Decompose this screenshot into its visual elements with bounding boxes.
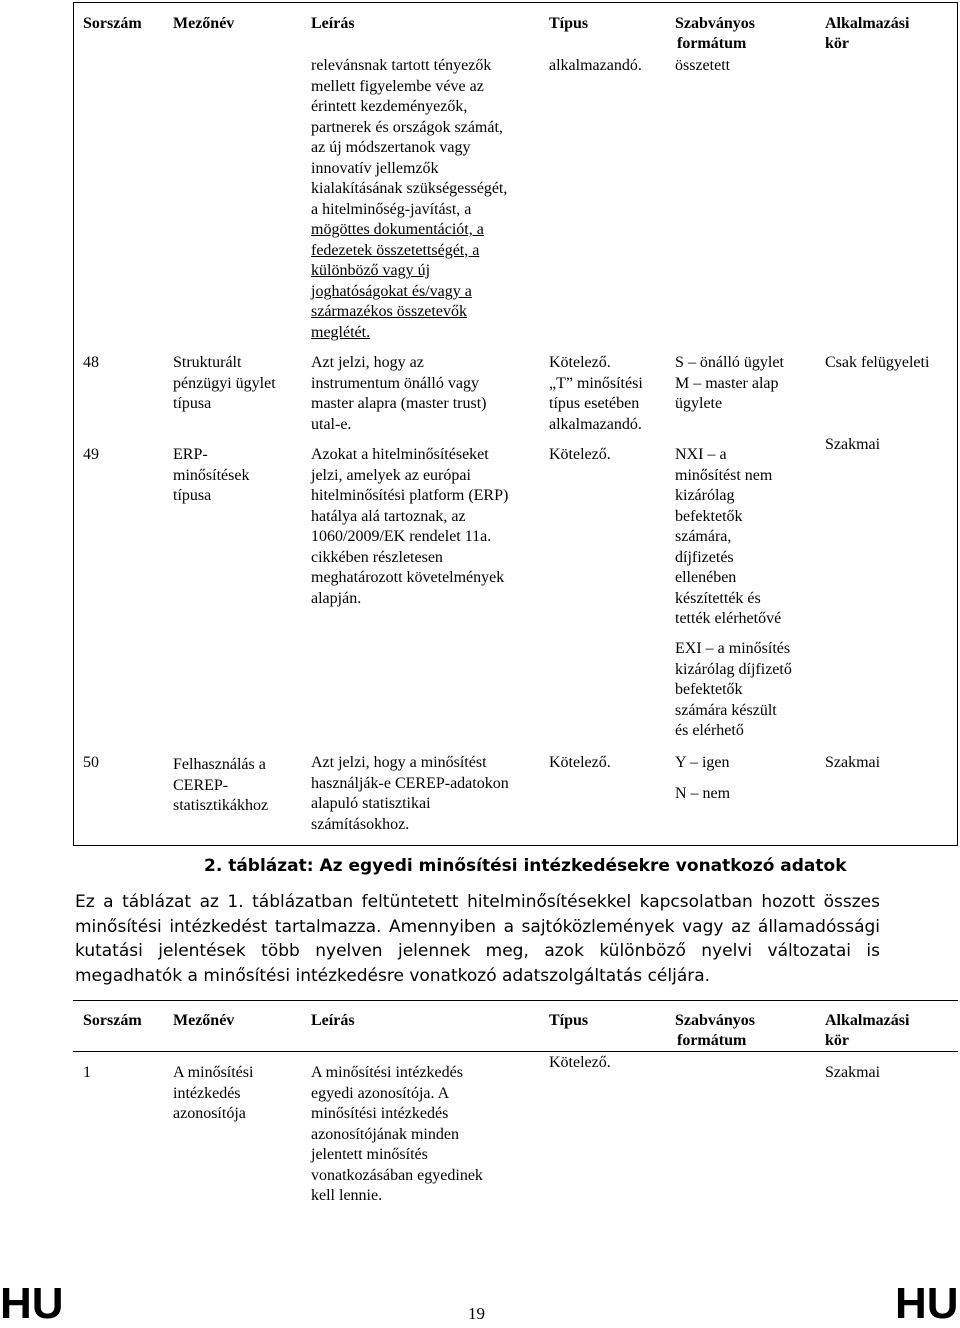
header-formatum: formátum: [677, 1032, 747, 1049]
field-line: pénzügyi ügylet: [173, 374, 276, 392]
field-format: [675, 445, 781, 630]
field-format-alt: [675, 639, 792, 742]
header-kor: kör: [825, 1032, 849, 1049]
desc-line: kialakításának szükségességét,: [311, 180, 508, 197]
header-sorszam: Sorszám: [83, 15, 142, 32]
format-line: kizárólag: [675, 487, 735, 504]
table-1-bottom-border: [73, 845, 958, 846]
type-line: alkalmazandó.: [549, 415, 642, 433]
type-line: „T” minősítési: [549, 374, 643, 392]
table-2-top-border: [73, 1000, 958, 1001]
header-tipus: Típus: [549, 1012, 589, 1029]
desc-line: az új módszertanok vagy: [311, 139, 471, 156]
header-tipus: Típus: [549, 15, 589, 32]
format-line: ügylete: [675, 395, 723, 412]
desc-line: hatálya alá tartoznak, az: [311, 507, 466, 525]
table-1-right-border: [957, 2, 958, 846]
desc-line: mögöttes dokumentációt, a: [311, 221, 484, 238]
format-line: számára,: [675, 528, 732, 545]
format-line: EXI – a minősítés: [675, 640, 791, 657]
desc-line: a hitelminőség-javítást, a: [311, 200, 472, 218]
desc-line: alapuló statisztikai: [311, 795, 431, 812]
format-line: számára készült: [675, 701, 777, 719]
table-1-left-border: [73, 2, 74, 846]
desc-line: azonosítójának minden: [311, 1125, 459, 1143]
format-line: ellenében: [675, 569, 737, 586]
format-line: minősítést nem: [675, 466, 773, 484]
desc-line: fedezetek összetettségét, a: [311, 241, 480, 259]
header-sorszam: Sorszám: [83, 1012, 142, 1029]
desc-line: 1060/2009/EK rendelet 11a.: [311, 528, 492, 545]
header-szabvanyos: Szabványos: [675, 15, 756, 32]
desc-line: utal-e.: [311, 415, 352, 433]
desc-line: alapján.: [311, 589, 362, 607]
field-line: ERP-: [173, 446, 208, 463]
field-description: [311, 353, 486, 435]
desc-line: egyedi azonosítója. A: [311, 1084, 450, 1102]
footer-language-left: HU: [0, 1279, 64, 1328]
type-line: típus esetében: [549, 395, 640, 412]
table-2-caption: 2. táblázat: Az egyedi minősítési intézkedésekre vonatkozó adatok: [204, 856, 847, 876]
cont-description: [311, 56, 507, 343]
footer-language-right: HU: [895, 1279, 959, 1328]
field-scope: Szakmai: [825, 754, 881, 771]
field-type: Kötelező.: [549, 754, 611, 771]
format-line: díjfizetés: [675, 548, 734, 566]
header-alkalmazasi: Alkalmazási: [825, 1012, 910, 1029]
field-name: [173, 1063, 253, 1125]
field-type: [549, 353, 643, 435]
desc-line: meghatározott követelmények: [311, 569, 505, 586]
field-line: Strukturált: [173, 354, 242, 371]
header-leiras: Leírás: [311, 15, 355, 32]
format-line: befektetők: [675, 681, 743, 698]
field-format-yes: Y – igen: [675, 754, 730, 771]
desc-line: meglétét.: [311, 323, 371, 341]
desc-line: joghatóságokat és/vagy a: [311, 282, 472, 300]
desc-line: A minősítési intézkedés: [311, 1064, 463, 1081]
desc-line: hitelminősítési platform (ERP): [311, 487, 509, 504]
format-line: kizárólag díjfizető: [675, 660, 792, 678]
cont-format: összetett: [675, 57, 731, 74]
format-line: NXI – a: [675, 446, 727, 463]
row-number: 1: [83, 1064, 91, 1081]
field-description: [311, 445, 508, 609]
field-line: típusa: [173, 487, 212, 504]
format-line: tették elérhetővé: [675, 610, 782, 627]
header-formatum: formátum: [677, 35, 747, 52]
desc-line: jelzi, amelyek az európai: [311, 466, 471, 484]
desc-line: érintett kezdeményezők,: [311, 98, 468, 115]
desc-line: partnerek és országok számát,: [311, 118, 503, 136]
field-scope: Szakmai: [825, 1064, 881, 1081]
row-number: 50: [83, 754, 99, 771]
format-line: készítették és: [675, 589, 761, 607]
desc-line: master alapra (master trust): [311, 395, 487, 412]
header-szabvanyos: Szabványos: [675, 1012, 756, 1029]
desc-line: innovatív jellemzők: [311, 159, 439, 177]
field-scope: Csak felügyeleti: [825, 354, 930, 371]
desc-line: vonatkozásában egyedinek: [311, 1166, 483, 1184]
field-type: Kötelező.: [549, 446, 611, 463]
desc-line: Azt jelzi, hogy az: [311, 354, 424, 371]
header-mezonev: Mezőnév: [173, 1012, 235, 1029]
field-name: [173, 755, 268, 817]
desc-line: Azt jelzi, hogy a minősítést: [311, 754, 487, 771]
field-format-no: N – nem: [675, 785, 731, 802]
desc-line: instrumentum önálló vagy: [311, 374, 479, 392]
desc-line: Azokat a hitelminősítéseket: [311, 446, 489, 463]
field-description: [311, 1063, 483, 1207]
header-leiras: Leírás: [311, 1012, 355, 1029]
desc-line: számításokhoz.: [311, 815, 410, 833]
field-line: minősítések: [173, 466, 250, 484]
header-kor: kör: [825, 35, 849, 52]
field-type: Kötelező.: [549, 1054, 611, 1071]
desc-line: minősítési intézkedés: [311, 1105, 449, 1122]
desc-line: használják-e CEREP-adatokon: [311, 774, 509, 792]
desc-line: cikkében részletesen: [311, 548, 443, 566]
table-1-top-border: [73, 2, 958, 3]
header-alkalmazasi: Alkalmazási: [825, 15, 910, 32]
field-scope: Szakmai: [825, 436, 881, 453]
format-line: M – master alap: [675, 374, 779, 392]
desc-line: mellett figyelembe véve az: [311, 77, 484, 95]
field-line: Felhasználás a: [173, 756, 266, 773]
format-line: és elérhető: [675, 722, 744, 739]
field-line: A minősítési: [173, 1064, 254, 1081]
field-description: [311, 753, 509, 835]
field-format: [675, 353, 784, 415]
field-name: [173, 445, 249, 507]
desc-line: származékos összetevők: [311, 303, 467, 320]
cont-type: alkalmazandó.: [549, 57, 642, 74]
row-number: 48: [83, 354, 99, 371]
row-number: 49: [83, 446, 99, 463]
format-line: befektetők: [675, 507, 743, 525]
desc-line: különböző vagy új: [311, 262, 431, 279]
desc-line: kell lennie.: [311, 1187, 383, 1204]
field-line: típusa: [173, 395, 212, 412]
format-line: S – önálló ügylet: [675, 354, 784, 371]
field-name: [173, 353, 276, 415]
field-line: azonosítója: [173, 1105, 246, 1122]
intro-paragraph: Ez a táblázat az 1. táblázatban feltüntetett hitelminősítésekkel kapcsolatban hozott összes minősítési intézkedést tartalmazza. Amennyiben a sajtóközlemények vagy az államadóssági kutatási jelentések több nyelven jelennek meg, azok különböző nyelvi változatai is megadhatók a minősítési intézkedésre vonatkozó adatszolgáltatás céljára.: [75, 892, 880, 986]
field-line: statisztikákhoz: [173, 797, 269, 814]
field-line: CEREP-: [173, 776, 229, 794]
header-mezonev: Mezőnév: [173, 15, 235, 32]
page-number: 19: [468, 1304, 485, 1323]
desc-line: jelentett minősítés: [311, 1146, 428, 1163]
type-line: Kötelező.: [549, 354, 611, 371]
desc-line: relevánsnak tartott tényezők: [311, 57, 492, 74]
field-line: intézkedés: [173, 1084, 241, 1102]
